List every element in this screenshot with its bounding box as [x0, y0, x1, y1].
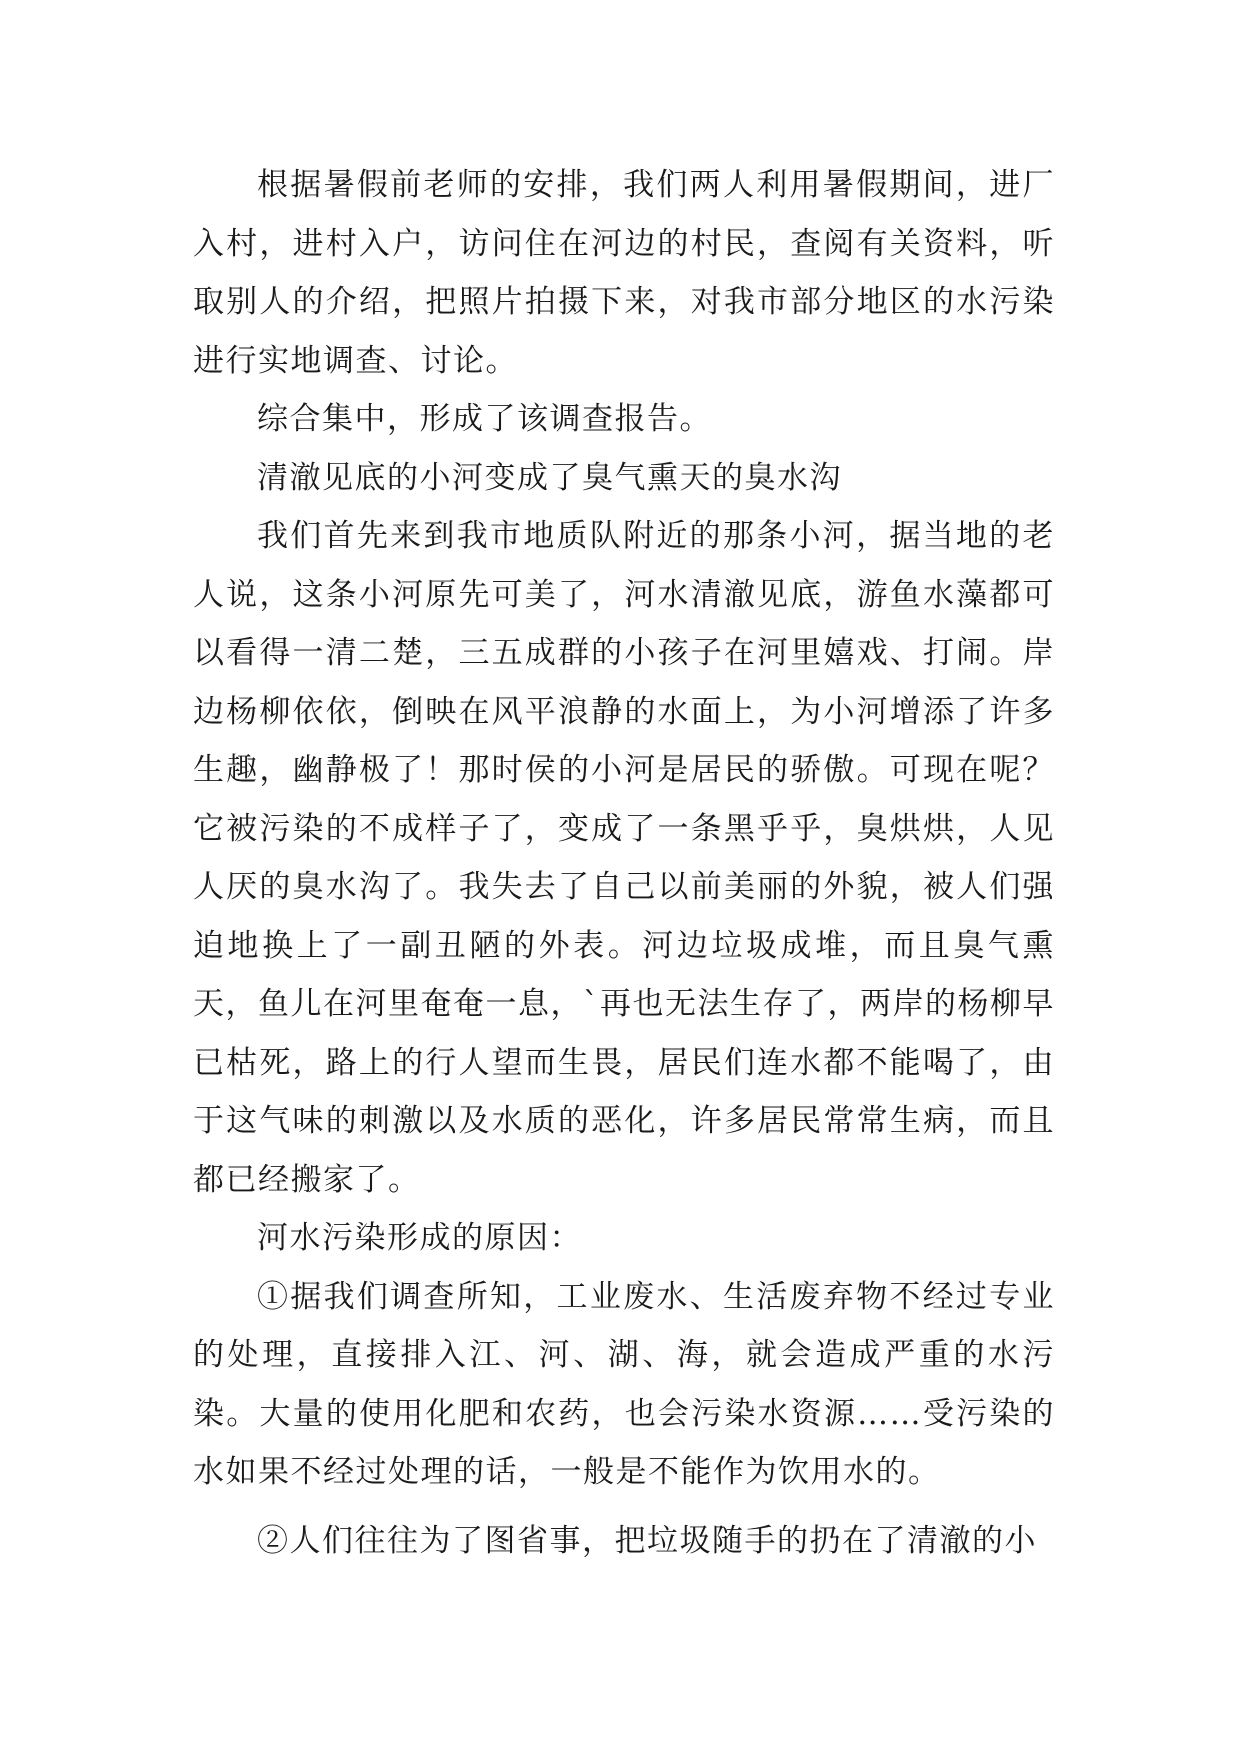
paragraph-intro: 根据暑假前老师的安排，我们两人利用暑假期间，进厂入村，进村入户，访问住在河边的村民，查阅有关资料，听取别人的介绍，把照片拍摄下来，对我市部分地区的水污染进行实地调查、讨论。 — [193, 167, 1055, 379]
paragraph-cause-1: ①据我们调查所知，工业废水、生活废弃物不经过专业的处理，直接排入江、河、湖、海，就会造成严重的水污染。大量的使用化肥和农药，也会污染水资源……受污染的水如果不经过处理的话，一般是不能作为饮用水的。 — [193, 1278, 1055, 1490]
document-body — [193, 156, 1055, 1570]
section-heading: 清澈见底的小河变成了臭气熏天的臭水沟 — [257, 459, 842, 496]
section-heading-causes: 河水污染形成的原因： — [257, 1220, 582, 1256]
paragraph-cause-2: ②人们往往为了图省事，把垃圾随手的扔在了清澈的小 — [257, 1522, 1037, 1559]
paragraph-summary: 综合集中，形成了该调查报告。 — [257, 401, 712, 437]
paragraph-river-description: 我们首先来到我市地质队附近的那条小河，据当地的老人说，这条小河原先可美了，河水清澈见底，游鱼水藻都可以看得一清二楚，三五成群的小孩子在河里嬉戏、打闹。岸边杨柳依依，倒映在风平浪静的水面上，为小河增添了许多生趣，幽静极了！那时侯的小河是居民的骄傲。可现在呢？它被污染的不成样子了，变成了一条黑乎乎，臭烘烘，人见人厌的臭水沟了。我失去了自己以前美丽的外貌，被人们强迫地换上了一副丑陋的外表。河边垃圾成堆，而且臭气熏天，鱼儿在河里奄奄一息，`再也无法生存了，两岸的杨柳早已枯死，路上的行人望而生畏，居民们连水都不能喝了，由于这气味的刺激以及水质的恶化，许多居民常常生病，而且都已经搬家了。 — [193, 518, 1055, 1198]
